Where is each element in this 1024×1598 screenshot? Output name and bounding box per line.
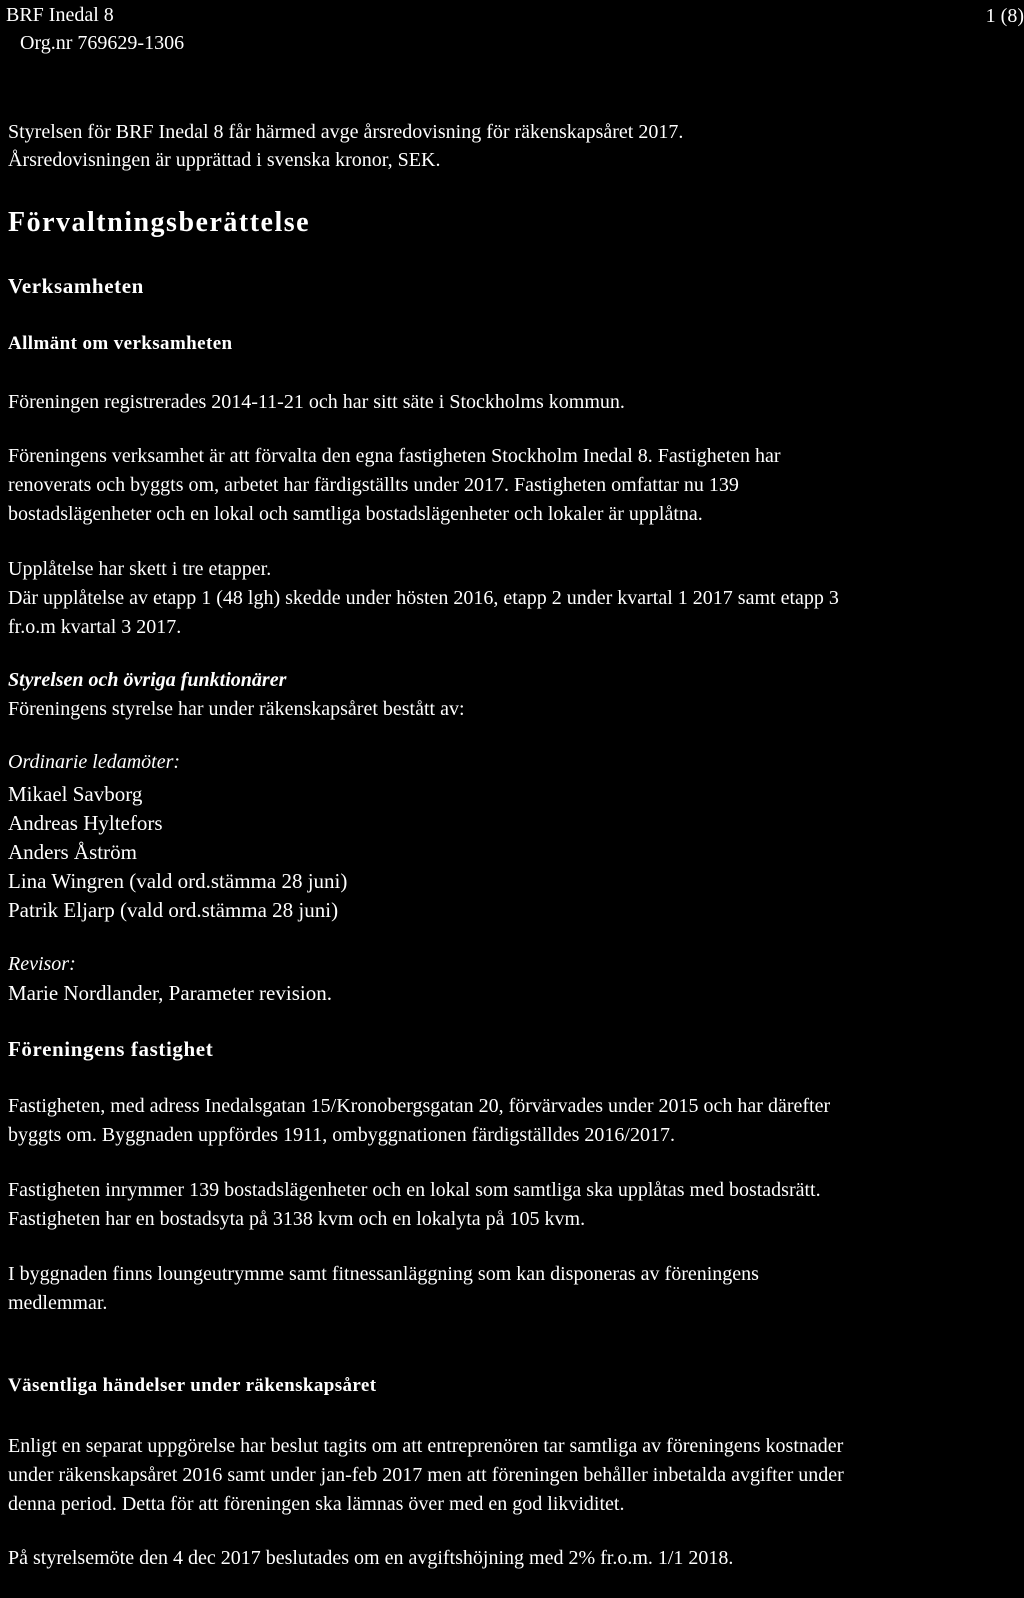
- paragraph-line: medlemmar.: [8, 1292, 108, 1314]
- paragraph-line: Enligt en separat uppgörelse har beslut tagits om att entreprenören tar samtliga av föreningens kostnader: [8, 1435, 844, 1457]
- paragraph-line: Föreningens verksamhet är att förvalta den egna fastigheten Stockholm Inedal 8. Fastigheten har: [8, 445, 781, 467]
- paragraph-line: Fastigheten, med adress Inedalsgatan 15/Kronobergsgatan 20, förvärvades under 2015 och har därefter: [8, 1095, 831, 1117]
- paragraph-registration: Föreningen registrerades 2014-11-21 och har sitt säte i Stockholms kommun.: [8, 391, 625, 413]
- board-member: Lina Wingren (vald ord.stämma 28 juni): [8, 869, 348, 893]
- paragraph-line: Fastigheten inrymmer 139 bostadslägenheter och en lokal som samtliga ska upplåtas med bostadsrätt.: [8, 1179, 821, 1201]
- subheading-allmant: Allmänt om verksamheten: [8, 333, 233, 354]
- paragraph-styrelsen-intro: Föreningens styrelse har under räkenskapsåret bestått av:: [8, 698, 465, 720]
- intro-line-2: Årsredovisningen är upprättad i svenska kronor, SEK.: [8, 149, 441, 171]
- paragraph-line: Upplåtelse har skett i tre etapper.: [8, 558, 272, 580]
- paragraph-line: Där upplåtelse av etapp 1 (48 lgh) skedde under hösten 2016, etapp 2 under kvartal 1 2017 samt etapp 3: [8, 587, 839, 609]
- paragraph-line: fr.o.m kvartal 3 2017.: [8, 616, 182, 638]
- org-number: Org.nr 769629-1306: [20, 32, 185, 54]
- auditor-label: Revisor:: [8, 953, 76, 975]
- paragraph-line: renoverats och byggts om, arbetet har färdigställts under 2017. Fastigheten omfattar nu 139: [8, 474, 739, 496]
- section-heading-verksamheten: Verksamheten: [8, 274, 144, 298]
- auditor-name: Marie Nordlander, Parameter revision.: [8, 981, 332, 1005]
- board-member: Anders Åström: [8, 840, 137, 864]
- page-number: 1 (8): [985, 5, 1024, 27]
- paragraph-line: under räkenskapsåret 2016 samt under jan-feb 2017 men att föreningen behåller inbetalda avgifter under: [8, 1464, 844, 1486]
- document-title: Förvaltningsberättelse: [8, 207, 311, 238]
- paragraph-line: bostadslägenheter och en lokal och samtliga bostadslägenheter och lokaler är upplåtna.: [8, 503, 703, 525]
- paragraph-line: I byggnaden finns loungeutrymme samt fitnessanläggning som kan disponeras av föreningens: [8, 1263, 759, 1285]
- intro-line-1: Styrelsen för BRF Inedal 8 får härmed avge årsredovisning för räkenskapsåret 2017.: [8, 121, 684, 143]
- section-heading-fastighet: Föreningens fastighet: [8, 1037, 214, 1061]
- board-member: Mikael Savborg: [8, 782, 143, 806]
- board-member: Patrik Eljarp (vald ord.stämma 28 juni): [8, 898, 339, 922]
- paragraph-line: Fastigheten har en bostadsyta på 3138 kvm och en lokalyta på 105 kvm.: [8, 1208, 586, 1230]
- section-heading-handelser: Väsentliga händelser under räkenskapsåret: [8, 1375, 377, 1396]
- section-heading-styrelsen: Styrelsen och övriga funktionärer: [8, 669, 287, 691]
- board-member: Andreas Hyltefors: [8, 811, 163, 835]
- org-name: BRF Inedal 8: [6, 4, 114, 26]
- paragraph-line: byggts om. Byggnaden uppfördes 1911, ombyggnationen färdigställdes 2016/2017.: [8, 1124, 675, 1146]
- paragraph-avgiftshojning: På styrelsemöte den 4 dec 2017 beslutades om en avgiftshöjning med 2% fr.o.m. 1/1 2018.: [8, 1547, 734, 1569]
- paragraph-line: denna period. Detta för att föreningen ska lämnas över med en god likviditet.: [8, 1493, 625, 1515]
- members-label: Ordinarie ledamöter:: [8, 751, 181, 773]
